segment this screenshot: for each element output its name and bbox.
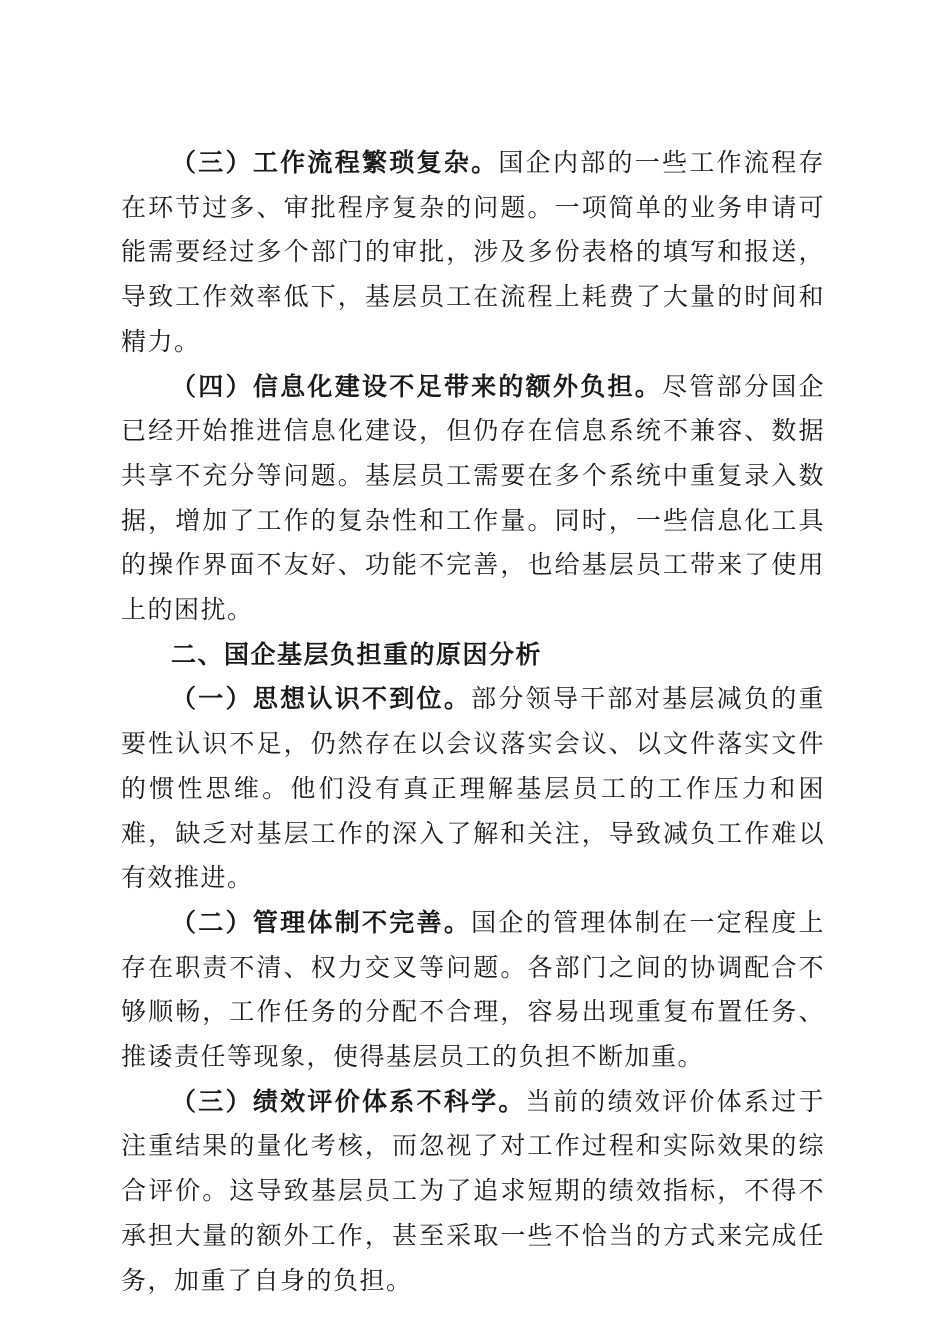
paragraph-process-complexity <box>121 141 825 365</box>
paragraph-text: 尽管部分国企已经开始推进信息化建设，但仍存在信息系统不兼容、数据共享不充分等问题。基层员工需要在多个系统中重复录入数据，增加了工作的复杂性和工作量。同时，一些信息化工具的操作界面不友好、功能不完善，也给基层员工带来了使用上的困扰。 <box>121 371 825 625</box>
paragraph-management-system <box>121 901 825 1080</box>
paragraph-text: 国企的管理体制在一定程度上存在职责不清、权力交叉等问题。各部门之间的协调配合不够顺畅，工作任务的分配不合理，容易出现重复布置任务、推诿责任等现象，使得基层员工的负担不断加重。 <box>121 907 825 1072</box>
paragraph-lead: （二）管理体制不完善。 <box>171 907 472 937</box>
paragraph-informatization-burden <box>121 365 825 633</box>
paragraph-text: 当前的绩效评价体系过于注重结果的量化考核，而忽视了对工作过程和实际效果的综合评价。这导致基层员工为了追求短期的绩效指标，不得不承担大量的额外工作，甚至采取一些不恰当的方式来完成任务，加重了自身的负担。 <box>121 1086 825 1295</box>
paragraph-lead: （一）思想认识不到位。 <box>171 684 472 714</box>
paragraph-text: 部分领导干部对基层减负的重要性认识不足，仍然存在以会议落实会议、以文件落实文件的惯性思维。他们没有真正理解基层员工的工作压力和困难，缺乏对基层工作的深入了解和关注，导致减负工作难以有效推进。 <box>121 684 825 893</box>
paragraph-text: 国企内部的一些工作流程存在环节过多、审批程序复杂的问题。一项简单的业务申请可能需要经过多个部门的审批，涉及多份表格的填写和报送，导致工作效率低下，基层员工在流程上耗费了大量的时间和精力。 <box>121 148 825 356</box>
section-heading: 二、国企基层负担重的原因分析 <box>171 639 543 669</box>
paragraph-lead: （三）工作流程繁琐复杂。 <box>171 148 499 177</box>
paragraph-lead: （四）信息化建设不足带来的额外负担。 <box>171 371 663 401</box>
paragraph-lead: （三）绩效评价体系不科学。 <box>171 1086 526 1116</box>
document-body <box>121 141 825 1303</box>
paragraph-performance-evaluation <box>121 1080 825 1304</box>
paragraph-ideological-awareness <box>121 677 825 901</box>
